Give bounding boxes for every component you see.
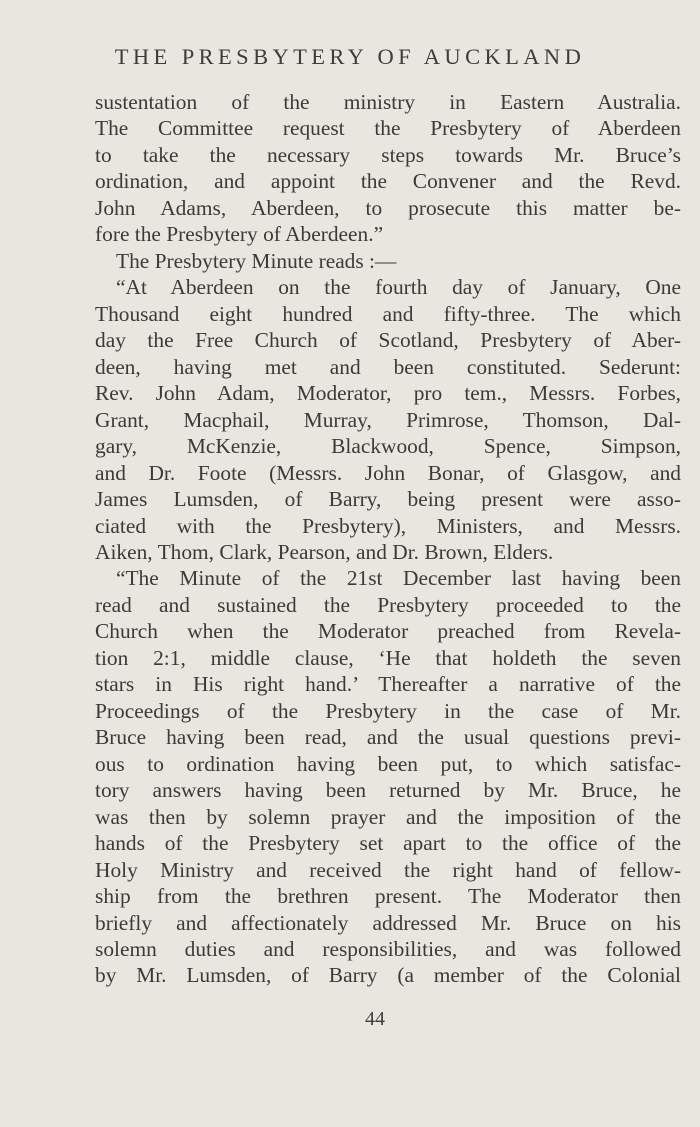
body-text xyxy=(95,89,681,989)
text-line: tory answers having been returned by Mr. Bruce, he xyxy=(95,778,681,803)
text-line: sustentation of the ministry in Eastern Australia. xyxy=(95,90,681,114)
text-line: day the Free Church of Scotland, Presbytery of Aber- xyxy=(95,328,681,353)
text-line: deen, having met and been constituted. Sederunt: xyxy=(95,354,681,379)
text-line: ship from the brethren present. The Moderator then xyxy=(95,884,681,909)
page-number: 44 xyxy=(365,1008,385,1030)
text-line: read and sustained the Presbytery proceeded to the xyxy=(95,592,681,617)
text-line: Rev. John Adam, Moderator, pro tem., Messrs. Forbes, xyxy=(95,381,681,406)
running-head: THE PRESBYTERY OF AUCKLAND xyxy=(114,44,586,69)
text-line: The Committee request the Presbytery of Aberdeen xyxy=(95,116,681,141)
text-line: “The Minute of the 21st December last having been xyxy=(116,566,681,591)
text-line: Grant, Macphail, Murray, Primrose, Thomson, Dal- xyxy=(95,407,681,432)
text-line: briefly and affectionately addressed Mr. Bruce on his xyxy=(95,910,681,935)
text-line: by Mr. Lumsden, of Barry (a member of the Colonial xyxy=(95,963,681,988)
text-line: to take the necessary steps towards Mr. Bruce’s xyxy=(95,142,681,167)
text-line: solemn duties and responsibilities, and was followed xyxy=(95,937,681,961)
text-line: hands of the Presbytery set apart to the office of the xyxy=(95,831,681,856)
text-line: ous to ordination having been put, to which satisfac- xyxy=(95,751,681,776)
text-line: Bruce having been read, and the usual questions previ- xyxy=(95,725,681,750)
text-line: fore the Presbytery of Aberdeen.” xyxy=(95,222,384,247)
text-line: The Presbytery Minute reads :— xyxy=(116,248,397,273)
text-line: Holy Ministry and received the right hand of fellow- xyxy=(95,857,681,882)
text-line: stars in His right hand.’ Thereafter a narrative of the xyxy=(95,672,681,697)
text-line: tion 2:1, middle clause, ‘He that holdeth the seven xyxy=(95,645,681,670)
text-line: ordination, and appoint the Convener and the Revd. xyxy=(95,169,681,194)
text-line: gary, McKenzie, Blackwood, Spence, Simpson, xyxy=(95,434,681,459)
text-line: “At Aberdeen on the fourth day of January, One xyxy=(116,275,681,300)
text-line: Thousand eight hundred and fifty-three. The which xyxy=(95,301,681,326)
text-line: Aiken, Thom, Clark, Pearson, and Dr. Brown, Elders. xyxy=(95,539,554,564)
text-line: James Lumsden, of Barry, being present were asso- xyxy=(95,487,681,512)
text-line: Proceedings of the Presbytery in the case of Mr. xyxy=(95,698,681,723)
text-line: Church when the Moderator preached from Revela- xyxy=(95,619,681,644)
text-line: and Dr. Foote (Messrs. John Bonar, of Glasgow, and xyxy=(95,460,681,485)
text-line: was then by solemn prayer and the imposition of the xyxy=(95,804,681,829)
text-line: John Adams, Aberdeen, to prosecute this matter be- xyxy=(95,195,681,220)
text-line: ciated with the Presbytery), Ministers, and Messrs. xyxy=(95,513,681,538)
